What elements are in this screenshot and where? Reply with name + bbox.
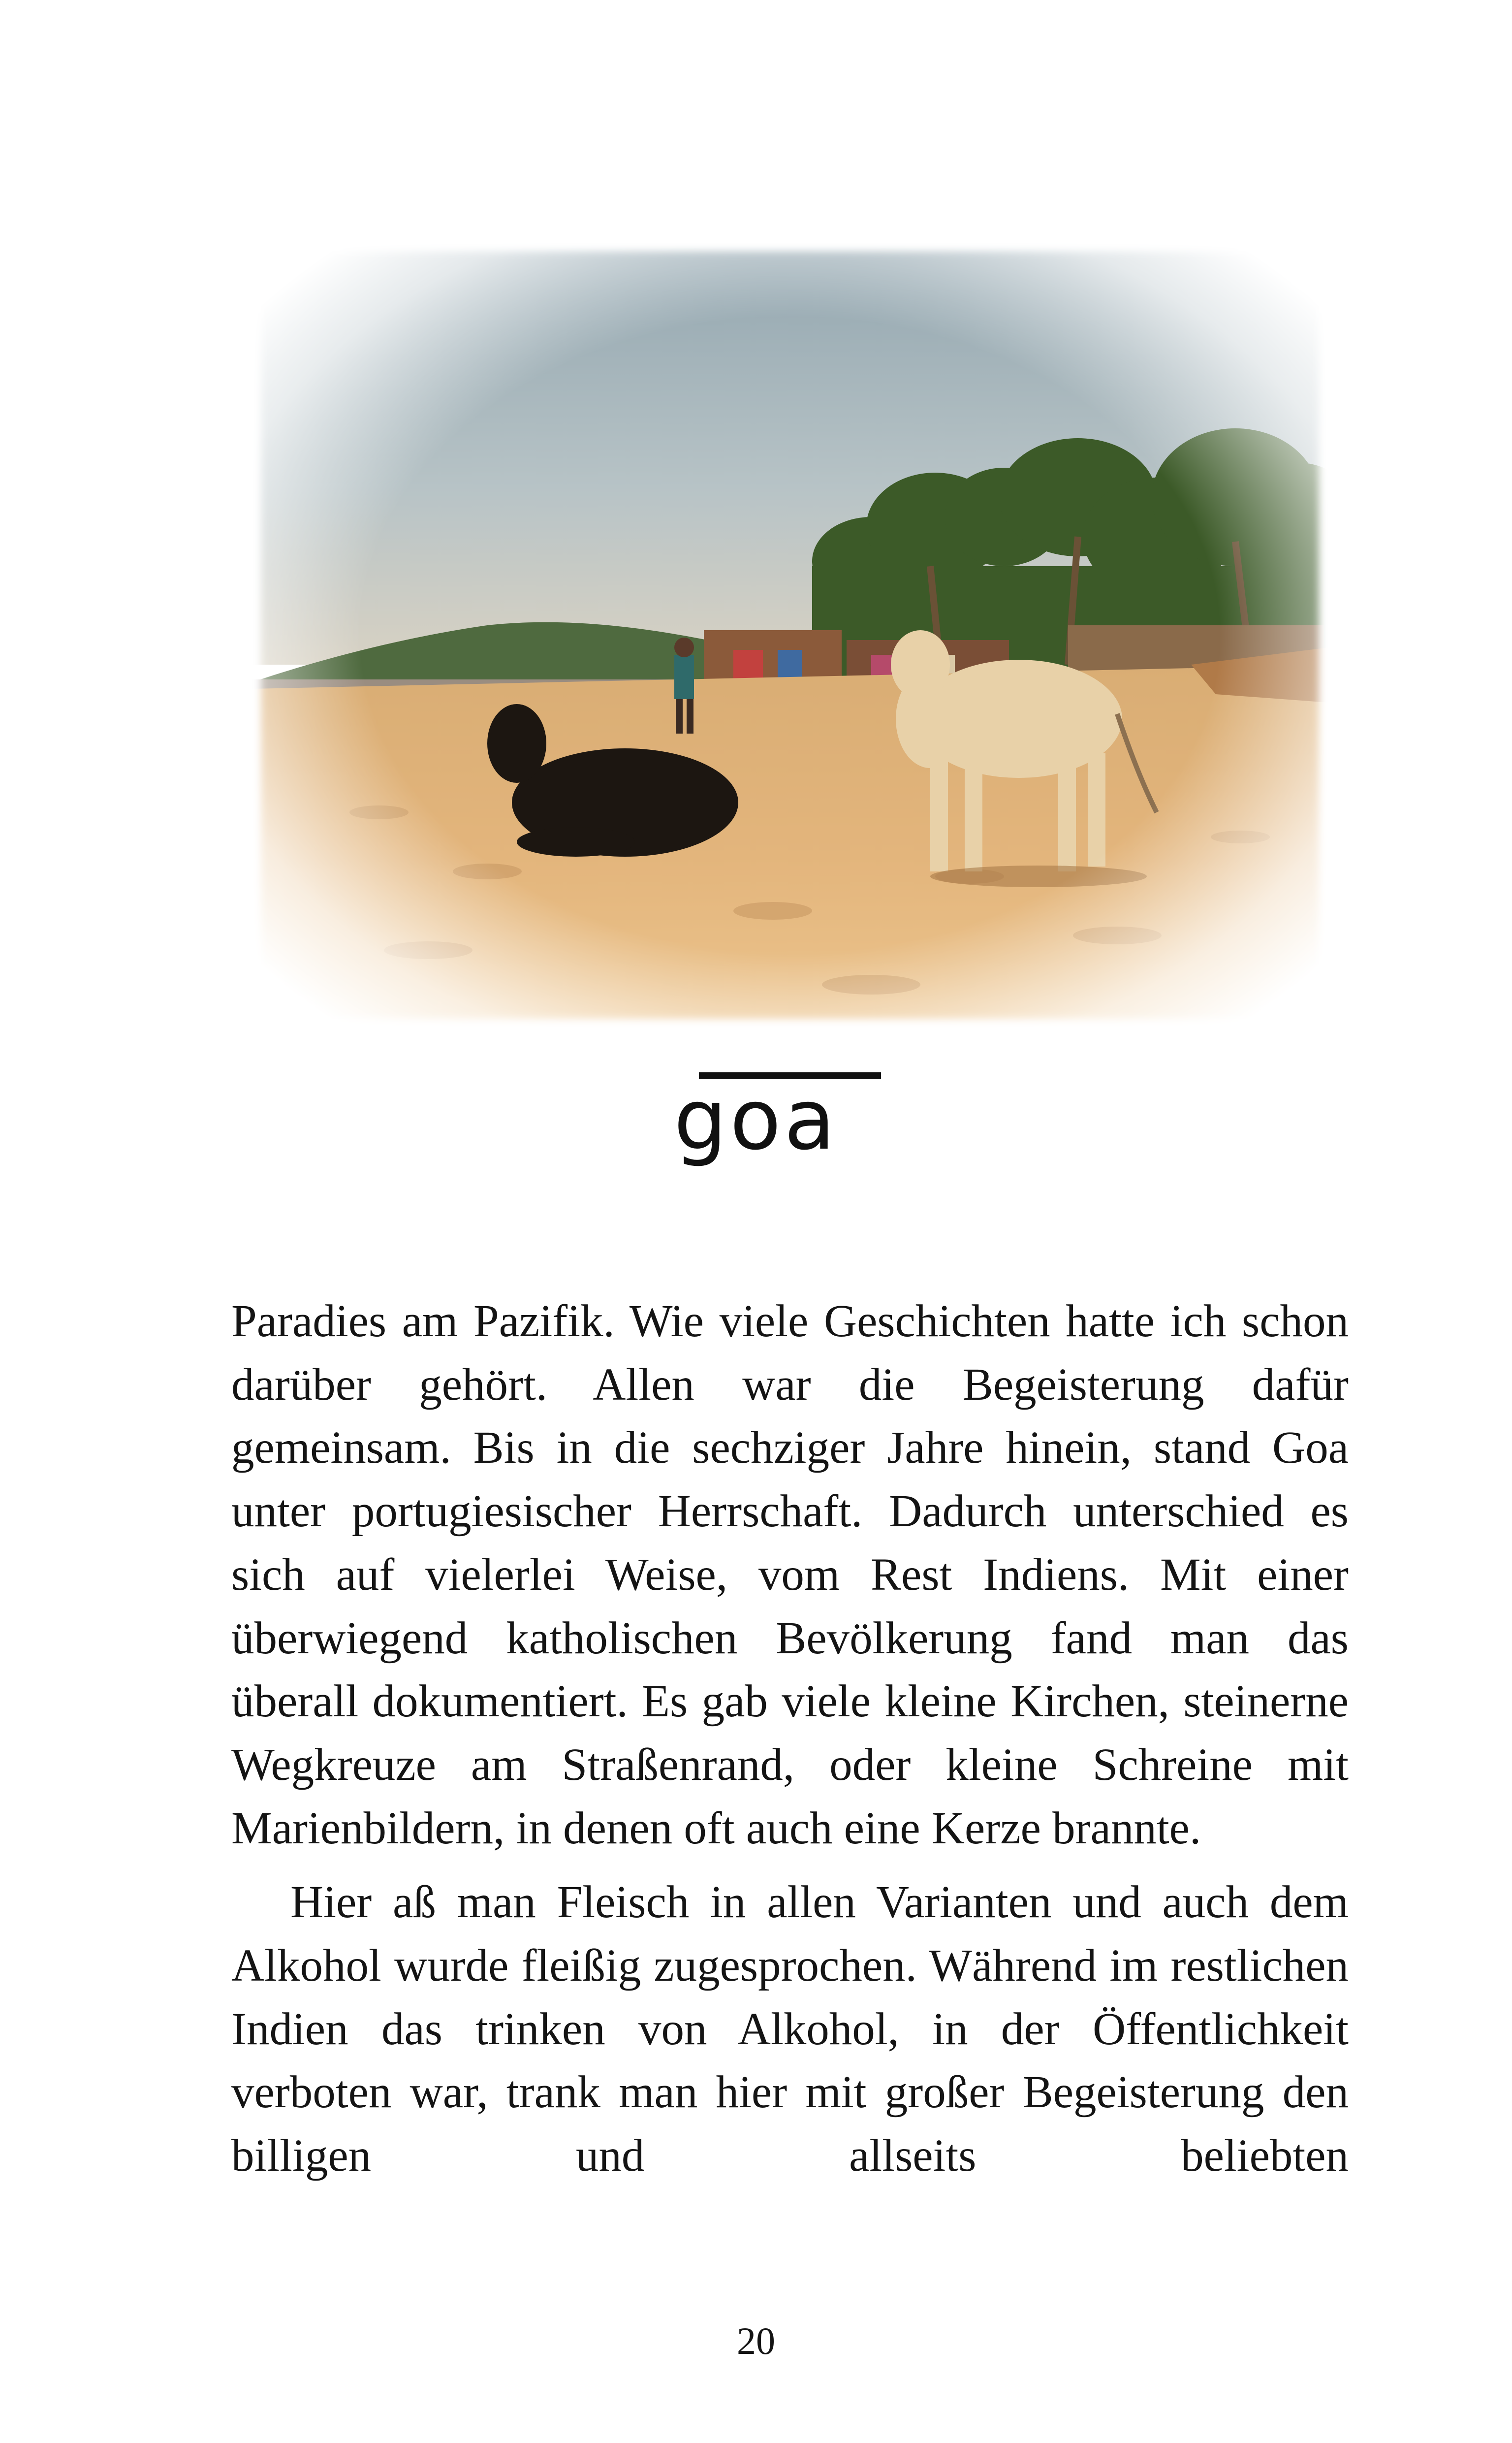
paragraph-1: Paradies am Pazifik. Wie viele Geschichten hatte ich schon darüber gehört. Allen war die Begeisterung dafür gemeinsam. Bis in die sechziger Jahre hinein, stand Goa unter portugiesischer Herrschaft. Dadurch unterschied es sich auf vielerlei Weise, vom Rest Indiens. Mit einer überwiegend katholischen Bevölkerung fand man das überall dokumentiert. Es gab viele kleine Kirchen, steinerne Wegkreuze am Straßenrand, oder kleine Schreine mit Marienbildern, in denen oft auch eine Kerze brannte. [231, 1296, 1349, 1854]
chapter-photo [231, 222, 1349, 1049]
beach-cows-photo [231, 222, 1349, 1049]
chapter-title [0, 1068, 1512, 1172]
paragraph-2: Hier aß man Fleisch in allen Varianten und auch dem Alkohol wurde fleißig zugesprochen. Während im restlichen Indien das trinken von Alkohol, in der Öffentlichkeit verboten war, trank man hier mit großer Begeisterung den billigen und allseits beliebten [231, 1877, 1349, 2182]
body-text [231, 1290, 1349, 2188]
page-number: 20 [737, 2319, 775, 2362]
chapter-title-text: goa [673, 1071, 839, 1169]
